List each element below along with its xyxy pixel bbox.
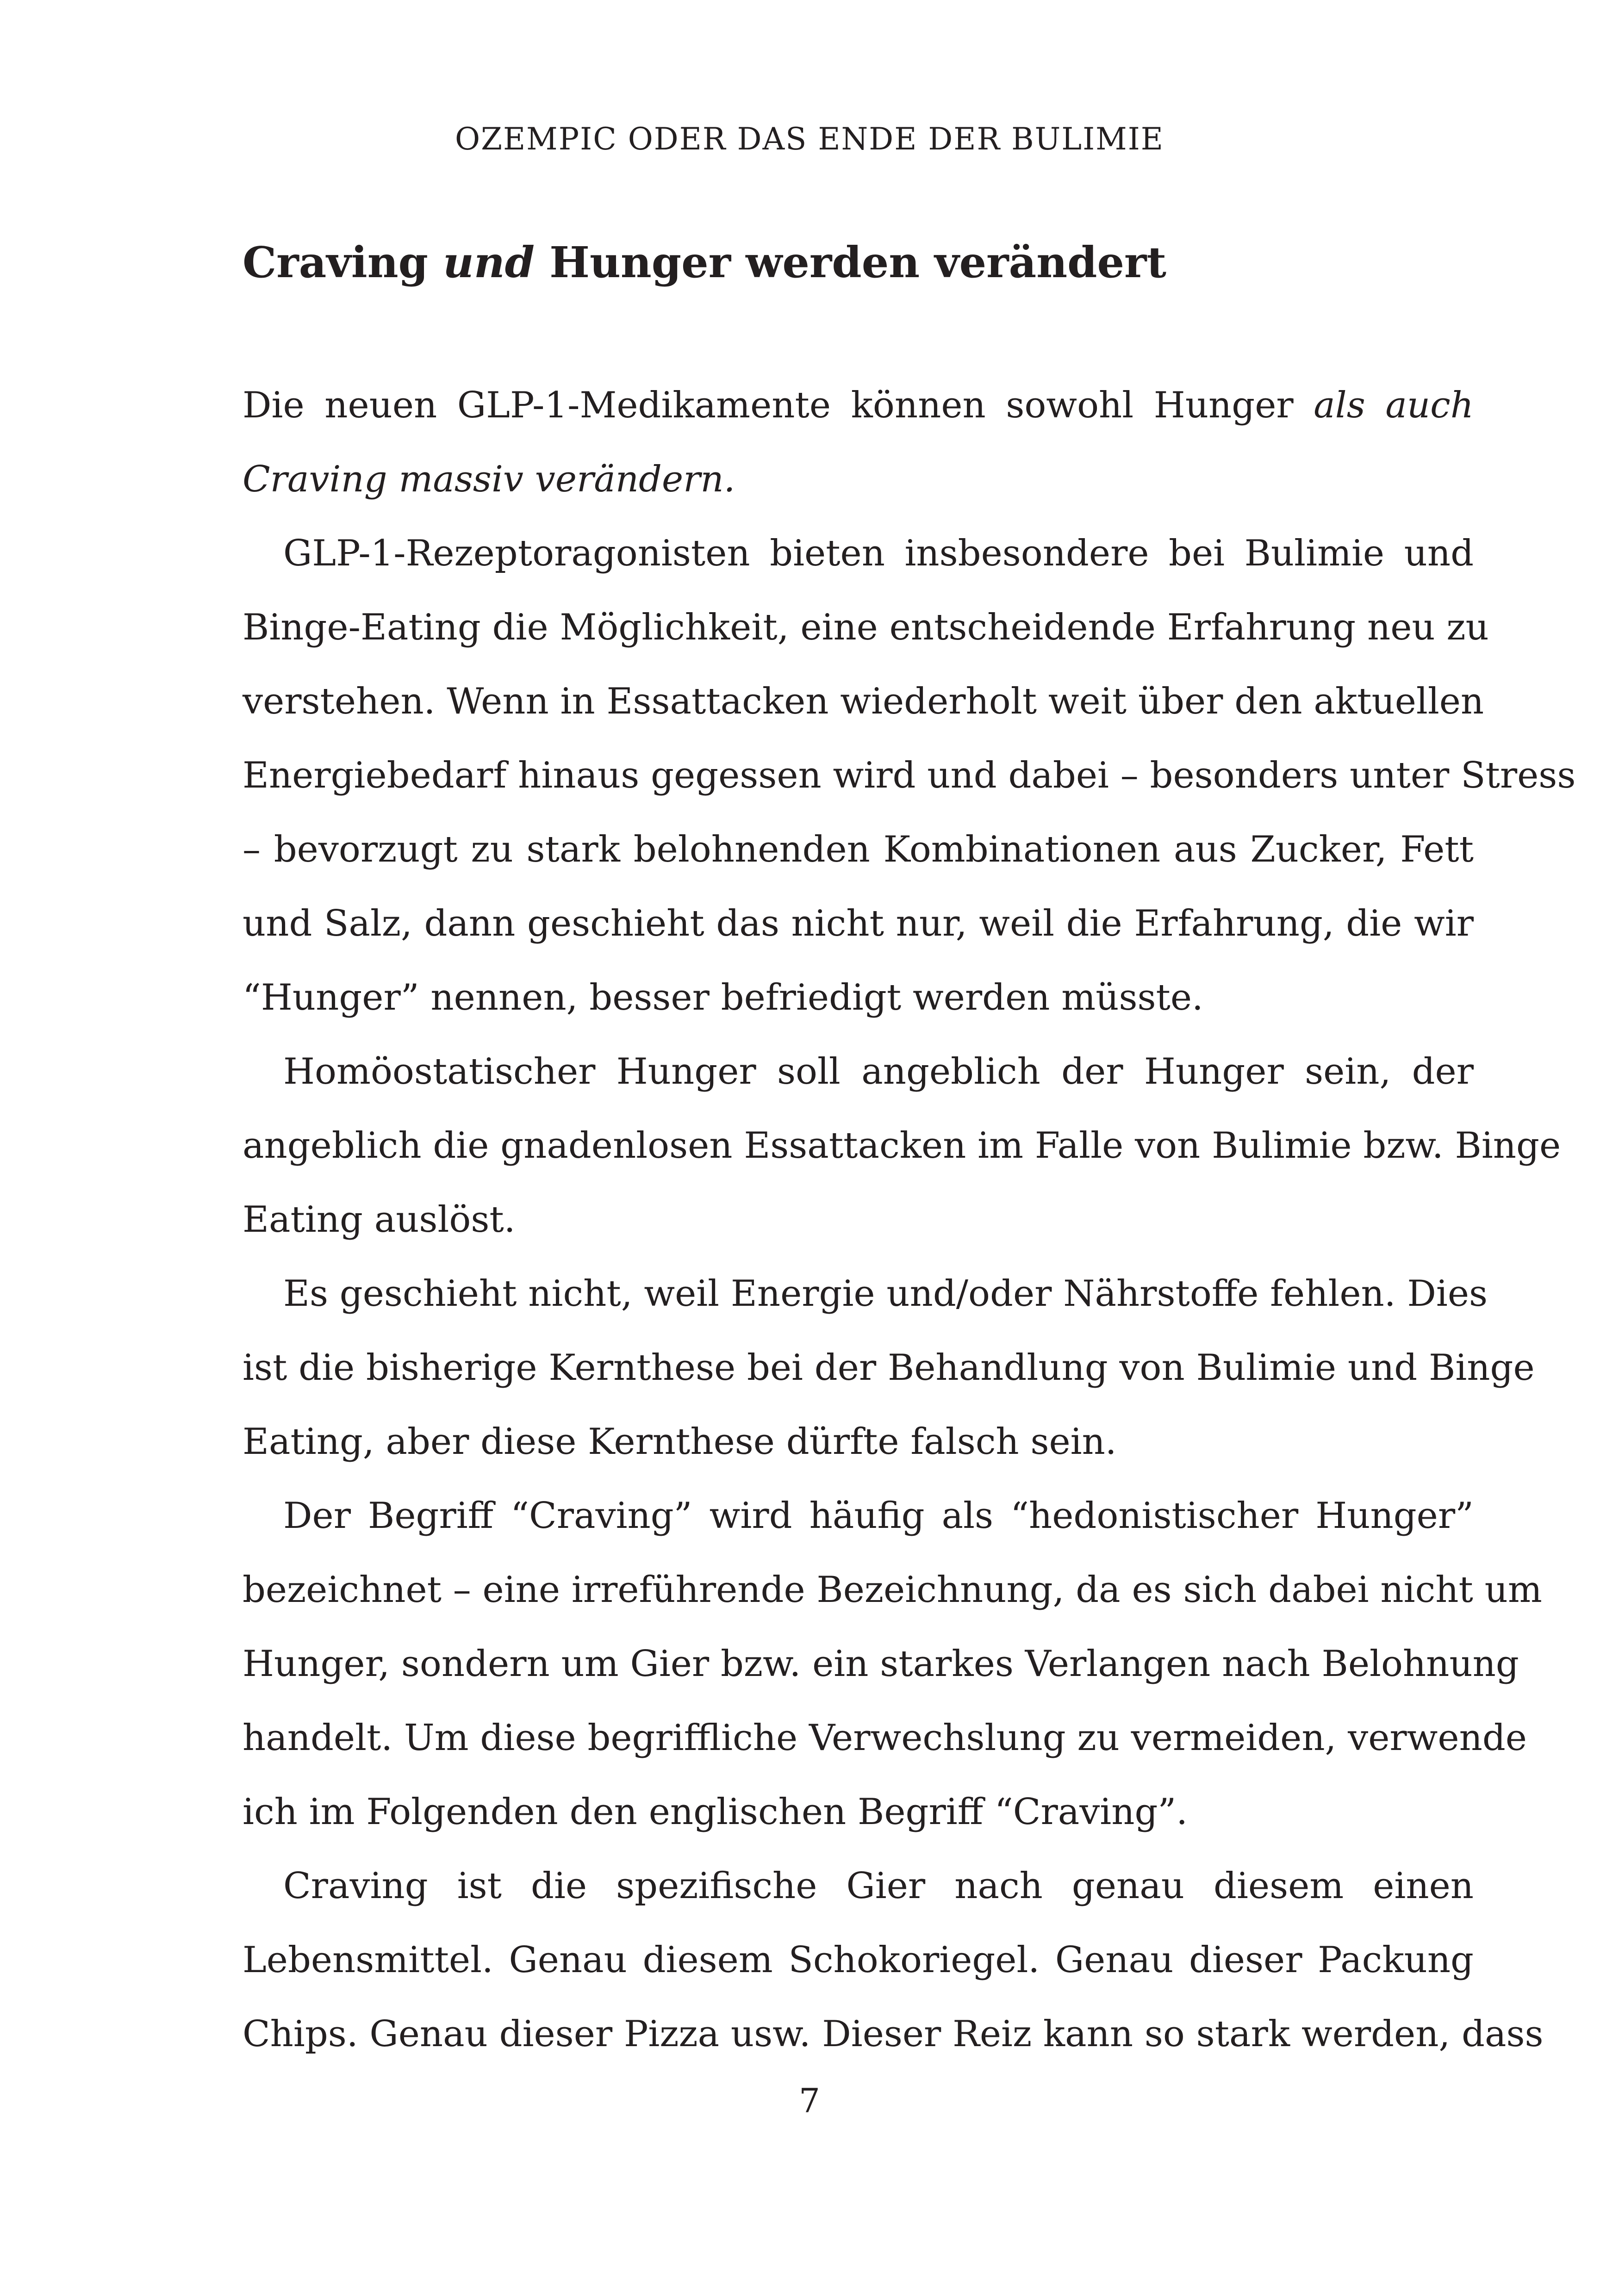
text-line: angeblich die gnadenlosen Essattacken im Falle von Bulimie bzw. Binge bbox=[243, 1125, 1561, 1167]
text-line bbox=[243, 368, 1474, 442]
chapter-title-part3: Hunger werden verändert bbox=[535, 237, 1166, 287]
text-run: Die neuen GLP-1-Medikamente können sowohl Hunger bbox=[243, 385, 1314, 426]
text-line: Energiebedarf hinaus gegessen wird und dabei – besonders unter Stress bbox=[243, 755, 1576, 796]
text-line: Es geschieht nicht, weil Energie und/oder Nährstoffe fehlen. Dies bbox=[283, 1273, 1488, 1315]
body-text bbox=[243, 368, 1576, 2071]
text-line: Chips. Genau dieser Pizza usw. Dieser Reiz kann so stark werden, dass bbox=[243, 2013, 1544, 2055]
text-line: Eating auslöst. bbox=[243, 1199, 516, 1241]
text-line bbox=[243, 442, 1474, 516]
page-number: 7 bbox=[799, 2081, 820, 2120]
text-line: ich im Folgenden den englischen Begriff “Craving”. bbox=[243, 1791, 1188, 1833]
text-line: Eating, aber diese Kernthese dürfte falsch sein. bbox=[243, 1421, 1117, 1463]
text-line: Craving ist die spezifische Gier nach genau diesem einen bbox=[283, 1865, 1474, 1907]
text-line: ist die bisherige Kernthese bei der Behandlung von Bulimie und Binge bbox=[243, 1347, 1535, 1389]
text-line: handelt. Um diese begriffliche Verwechslung zu vermeiden, verwende bbox=[243, 1717, 1527, 1759]
text-line: Hunger, sondern um Gier bzw. ein starkes Verlangen nach Belohnung bbox=[243, 1643, 1519, 1685]
text-line: bezeichnet – eine irreführende Bezeichnung, da es sich dabei nicht um bbox=[243, 1569, 1542, 1611]
text-line: GLP-1-Rezeptoragonisten bieten insbesondere bei Bulimie und bbox=[283, 533, 1474, 574]
running-head: OZEMPIC ODER DAS ENDE DER BULIMIE bbox=[455, 121, 1164, 157]
text-line: – bevorzugt zu stark belohnenden Kombinationen aus Zucker, Fett bbox=[243, 829, 1474, 870]
text-line: und Salz, dann geschieht das nicht nur, weil die Erfahrung, die wir bbox=[243, 903, 1474, 944]
chapter-title bbox=[243, 237, 1166, 288]
chapter-title-italic: und bbox=[442, 237, 535, 287]
text-line: Der Begriff “Craving” wird häufig als “hedonistischer Hunger” bbox=[283, 1495, 1474, 1537]
text-line: “Hunger” nennen, besser befriedigt werden müsste. bbox=[243, 977, 1203, 1018]
chapter-title-part1: Craving bbox=[243, 237, 443, 287]
text-run-italic: Craving massiv verändern. bbox=[243, 459, 735, 500]
text-line: Binge-Eating die Möglichkeit, eine entscheidende Erfahrung neu zu bbox=[243, 607, 1489, 648]
text-run-italic: als auch bbox=[1314, 385, 1474, 426]
text-line: verstehen. Wenn in Essattacken wiederholt weit über den aktuellen bbox=[243, 681, 1484, 722]
text-line: Lebensmittel. Genau diesem Schokoriegel. Genau dieser Packung bbox=[243, 1939, 1474, 1981]
text-line: Homöostatischer Hunger soll angeblich der Hunger sein, der bbox=[283, 1051, 1474, 1092]
